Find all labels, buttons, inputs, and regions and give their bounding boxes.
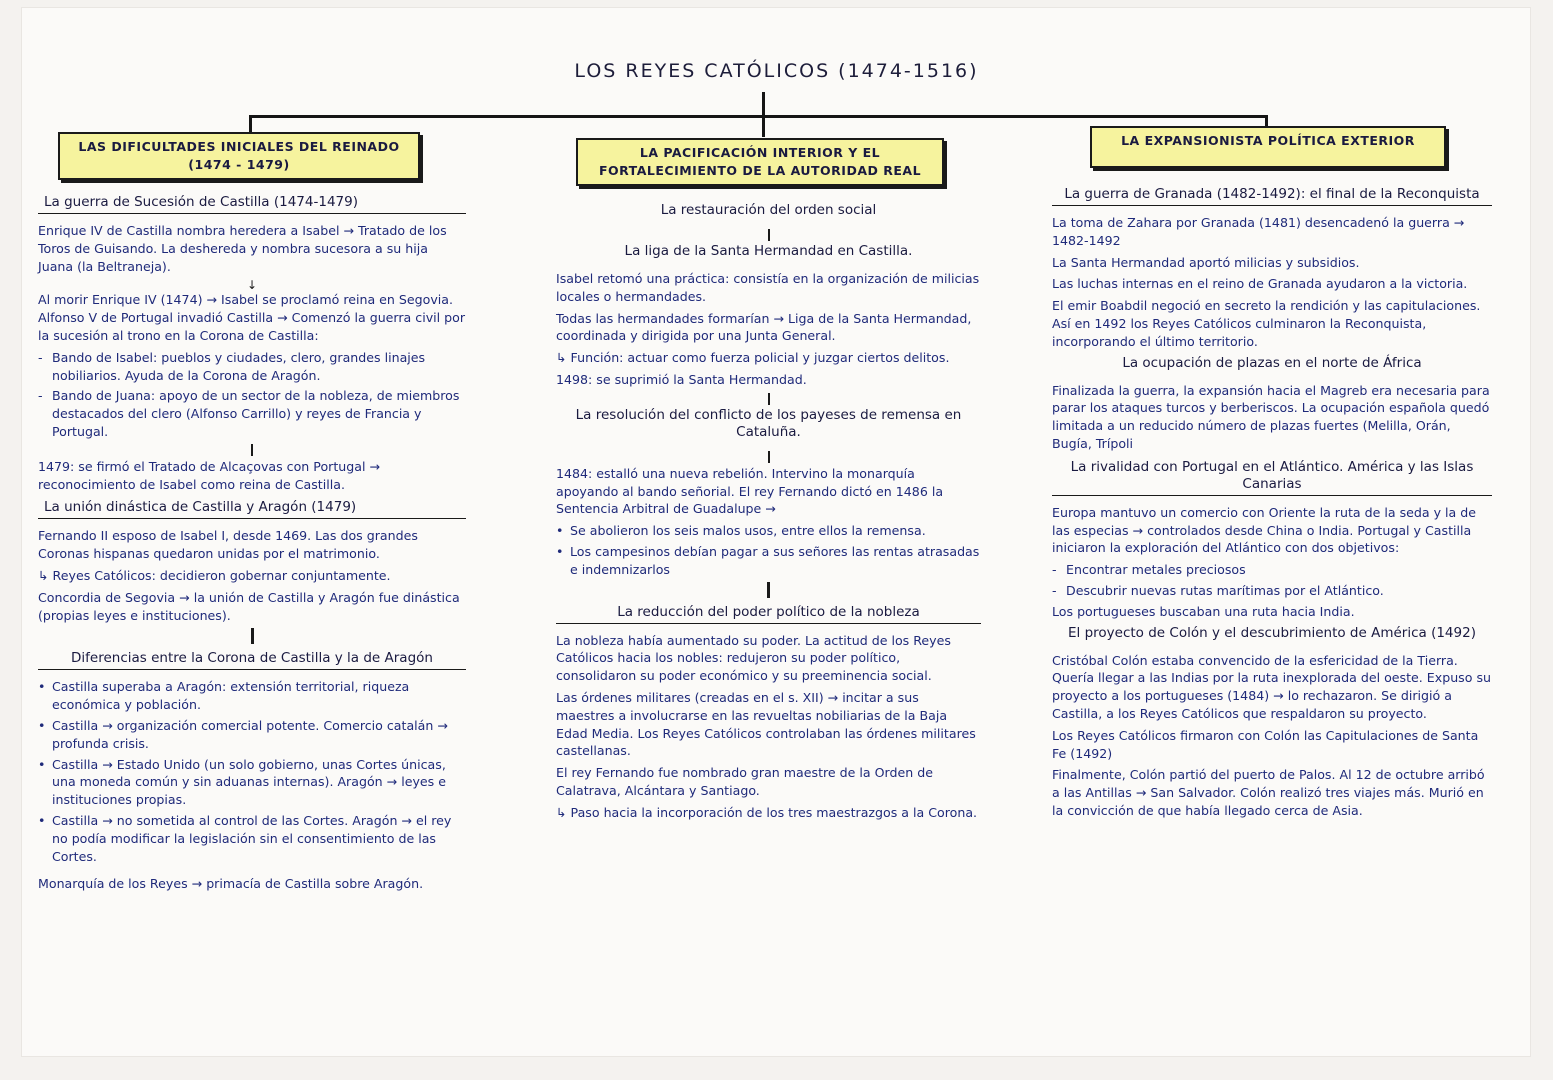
column-expansion: [1052, 180, 1492, 824]
header-pacificacion: LA PACIFICACIÓN INTERIOR Y EL FORTALECIMIENTO DE LA AUTORIDAD REAL: [576, 138, 944, 186]
subtitle-proyecto-colon: El proyecto de Colón y el descubrimiento de América (1492): [1068, 624, 1476, 641]
subtitle-diferencias: Diferencias entre la Corona de Castilla y la de Aragón: [38, 650, 466, 670]
text-boabdil: El emir Boabdil negoció en secreto la rendición y las capitulaciones. Así en 1492 los Reyes Católicos culminaron la Reconquista, incorporando el último territorio.: [1052, 298, 1481, 349]
text-monarquia: Monarquía de los Reyes → primacía de Castilla sobre Aragón.: [38, 876, 424, 892]
text-maestrazgos: ↳ Paso hacia la incorporación de los tres maestrazgos a la Corona.: [556, 804, 978, 820]
list-item-castilla-superaba: • Castilla superaba a Aragón: extensión territorial, riqueza económica y población.: [38, 679, 410, 713]
connector-horizontal: [249, 115, 1268, 118]
connector-tick: [767, 582, 770, 598]
text-fernando: Fernando II esposo de Isabel I, desde 1469. Las dos grandes Coronas hispanas quedaron unidas por el matrimonio.: [38, 528, 418, 562]
connector-left-drop: [249, 115, 252, 133]
connector-tick: [768, 229, 770, 241]
text-santa-hermandad-aporto: La Santa Hermandad aportó milicias y subsidios.: [1052, 254, 1360, 270]
text-reyes-catolicos: ↳ Reyes Católicos: decidieron gobernar conjuntamente.: [38, 567, 391, 583]
header-expansion: LA EXPANSIONISTA POLÍTICA EXTERIOR: [1090, 126, 1446, 168]
page-title: LOS REYES CATÓLICOS (1474-1516): [574, 60, 979, 82]
text-europa-comercio: Europa mantuvo un comercio con Oriente la ruta de la seda y la de las especias → controlados desde China o India. Portugal y Castilla iniciaron la exploración del Atlántico con dos objetivos:: [1052, 504, 1477, 556]
text-hermandades: Todas las hermandades formarían → Liga de la Santa Hermandad, coordinada y dirigida por una Junta General.: [556, 310, 972, 344]
text-ordenes-militares: Las órdenes militares (creadas en el s. XII) → incitar a sus maestres a involucrarse en las revueltas nobiliarias de la Baja Edad Media. Los Reyes Católicos controlaban las órdenes militares castellanas.: [556, 689, 976, 759]
connector-tick: [251, 628, 254, 644]
column-pacificacion: [556, 196, 981, 826]
text-isabel-retomo: Isabel retomó una práctica: consistía en la organización de milicias locales o hermandades.: [556, 271, 980, 304]
subtitle-norte-africa: La ocupación de plazas en el norte de África: [1122, 354, 1422, 371]
connector-tick: [251, 444, 253, 456]
text-morir-enrique: Al morir Enrique IV (1474) → Isabel se proclamó reina en Segovia. Alfonso V de Portugal invadió Castilla → Comenzó la guerra civil por la sucesión al trono en la Corona de Castilla:: [38, 292, 466, 343]
connector-tick: [768, 393, 770, 405]
subtitle-restauracion: La restauración del orden social: [660, 202, 877, 218]
text-funcion: ↳ Función: actuar como fuerza policial y juzgar ciertos delitos.: [556, 350, 950, 366]
subtitle-guerra-sucesion: La guerra de Sucesión de Castilla (1474-1479): [38, 194, 466, 214]
list-item-rutas: - Descubrir nuevas rutas marítimas por el Atlántico.: [1052, 582, 1384, 598]
list-item-castilla-cortes: • Castilla → no sometida al control de las Cortes. Aragón → el rey no podía modificar la legislación sin el consentimiento de las Cortes.: [38, 812, 452, 864]
list-item-metales: - Encontrar metales preciosos: [1052, 562, 1246, 578]
header-dificultades: LAS DIFICULTADES INICIALES DEL REINADO (1474 - 1479): [58, 132, 420, 180]
subtitle-santa-hermandad: La liga de la Santa Hermandad en Castilla.: [624, 243, 913, 259]
text-magreb: Finalizada la guerra, la expansión hacia el Magreb era necesaria para parar los ataques turcos y berberiscos. La ocupación española quedó limitada a un reducido número de plazas fuertes (Melilla, Orán, Bugía, Trípoli: [1052, 382, 1490, 451]
connector-center-drop: [762, 115, 765, 137]
subtitle-remensa: La resolución del conflicto de los payeses de remensa en Cataluña.: [575, 406, 962, 440]
text-capitulaciones: Los Reyes Católicos firmaron con Colón las Capitulaciones de Santa Fe (1492): [1052, 727, 1479, 761]
column-dificultades: [38, 188, 466, 897]
text-rey-fernando-maestre: El rey Fernando fue nombrado gran maestre de la Orden de Calatrava, Alcántara y Santiago.: [556, 765, 933, 798]
text-1498: 1498: se suprimió la Santa Hermandad.: [556, 371, 807, 387]
text-1484: 1484: estalló una nueva rebelión. Intervino la monarquía apoyando al bando señorial. El rey Fernando dictó en 1486 la Sentencia Arbitral de Guadalupe →: [556, 465, 944, 517]
text-colon-convencido: Cristóbal Colón estaba convencido de la esfericidad de la Tierra. Quería llegar a las Indias por la ruta inexplorada del oeste. Expuso su proyecto a los portugueses (1484) → lo rechazaron. Se dirigió a Castilla, a los Reyes Católicos que respaldaron su proyecto.: [1052, 652, 1491, 721]
text-alcacovas: 1479: se firmó el Tratado de Alcaçovas con Portugal → reconocimiento de Isabel como reina de Castilla.: [38, 458, 381, 492]
text-colon-partio: Finalmente, Colón partió del puerto de Palos. Al 12 de octubre arribó a las Antillas → San Salvador. Colón realizó tres viajes más. Murió en la convicción de que había llegado cerca de Asia.: [1052, 767, 1485, 818]
list-item-bando-isabel: - Bando de Isabel: pueblos y ciudades, clero, grandes linajes nobiliarios. Ayuda de la Corona de Aragón.: [38, 349, 426, 383]
subtitle-guerra-granada: La guerra de Granada (1482-1492): el final de la Reconquista: [1052, 186, 1492, 206]
list-item-castilla-comercio: • Castilla → organización comercial potente. Comercio catalán → profunda crisis.: [38, 717, 448, 751]
list-item-malos-usos: • Se abolieron los seis malos usos, entre ellos la remensa.: [556, 523, 926, 539]
text-portugueses: Los portugueses buscaban una ruta hacia India.: [1052, 603, 1355, 619]
subtitle-rivalidad-portugal: La rivalidad con Portugal en el Atlántico. América y las Islas Canarias: [1052, 459, 1492, 496]
text-zahara: La toma de Zahara por Granada (1481) desencadenó la guerra → 1482-1492: [1052, 215, 1465, 248]
subtitle-union-dinastica: La unión dinástica de Castilla y Aragón (1479): [38, 499, 466, 519]
connector-tick: [768, 451, 770, 463]
list-item-castilla-estado: • Castilla → Estado Unido (un solo gobierno, unas Cortes únicas, una moneda común y sin aduanas internas). Aragón → leyes e instituciones propias.: [38, 756, 446, 808]
arrow-down-icon: ↓: [246, 278, 258, 293]
text-luchas-internas: Las luchas internas en el reino de Granada ayudaron a la victoria.: [1052, 276, 1468, 292]
list-item-bando-juana: - Bando de Juana: apoyo de un sector de la nobleza, de miembros destacados del clero (Alfonso Carrillo) y reyes de Francia y Portugal.: [38, 388, 460, 439]
text-nobleza: La nobleza había aumentado su poder. La actitud de los Reyes Católicos hacia los nobles: redujeron su poder político, consolidaron su poder económico y su preeminencia social.: [556, 632, 951, 684]
text-enrique: Enrique IV de Castilla nombra heredera a Isabel → Tratado de los Toros de Guisando. La deshereda y nombra sucesora a su hija Juana (la Beltraneja).: [38, 223, 447, 274]
list-item-campesinos: • Los campesinos debían pagar a sus señores las rentas atrasadas e indemnizarlos: [556, 543, 980, 577]
text-concordia: Concordia de Segovia → la unión de Castilla y Aragón fue dinástica (propias leyes e instituciones).: [38, 589, 460, 623]
connector-title-stem: [762, 92, 765, 116]
subtitle-reduccion-nobleza: La reducción del poder político de la nobleza: [556, 604, 981, 624]
